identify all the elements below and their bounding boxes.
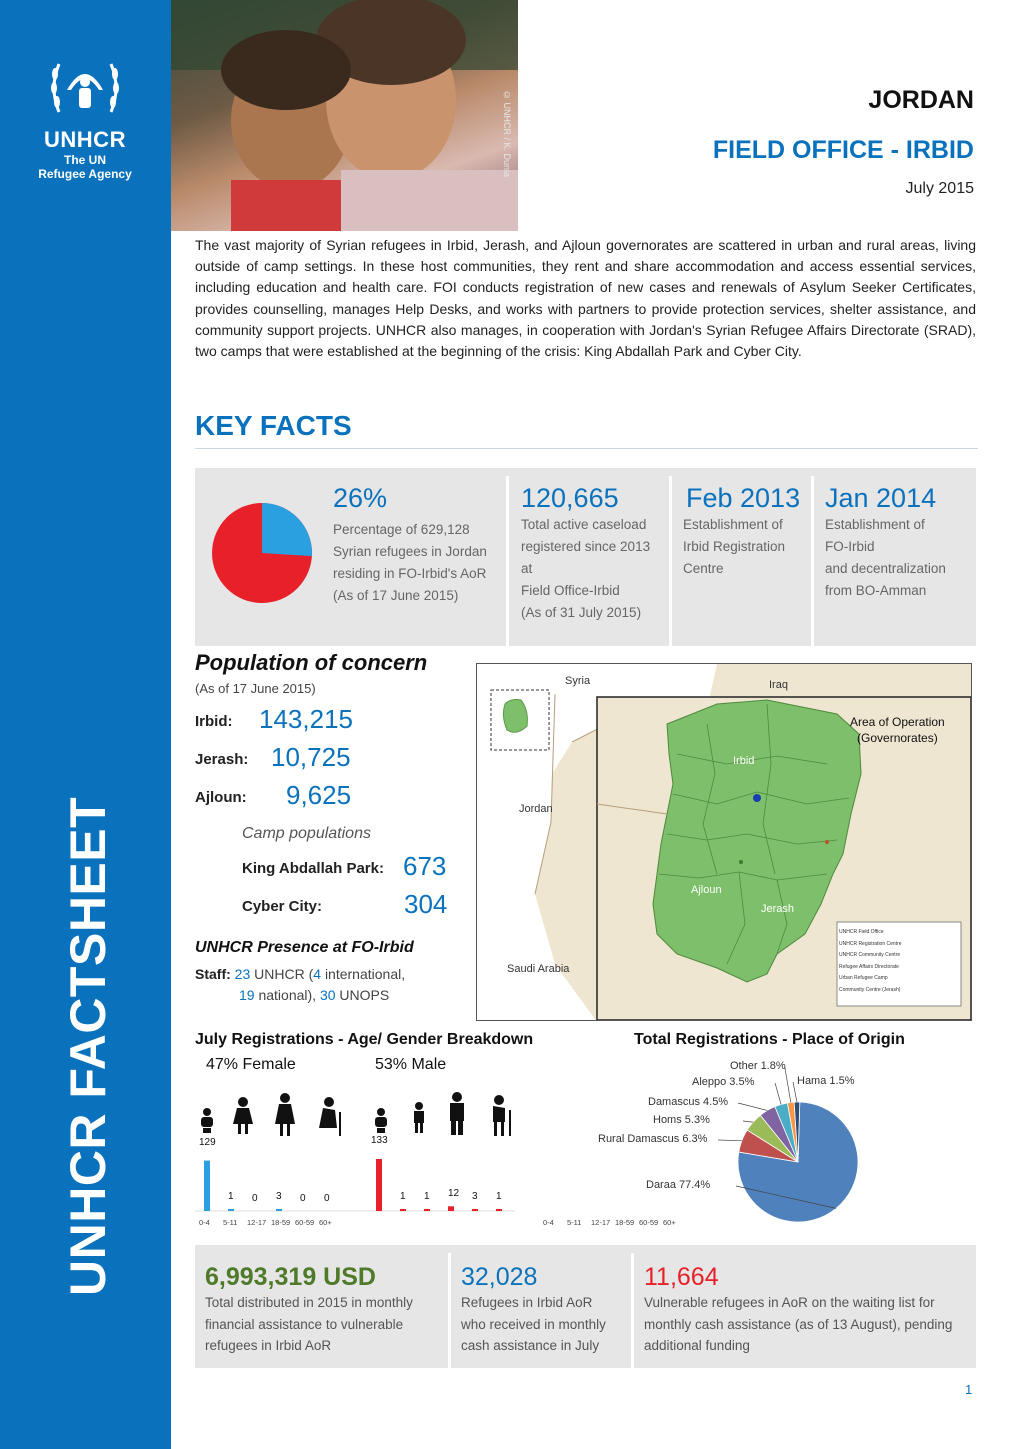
bottom-fact-1-line: refugees in Irbid AoR <box>205 1338 332 1353</box>
fact-2-line: Field Office-Irbid <box>521 583 620 598</box>
unhcr-emblem-icon <box>45 50 125 120</box>
gov-ajloun-value: 9,625 <box>286 780 352 810</box>
gov-irbid-value: 143,215 <box>259 704 353 734</box>
age-icons <box>201 1092 511 1136</box>
age-axis-label: 60+ <box>319 1218 332 1227</box>
bottom-fact-2-line: who received in monthly <box>461 1316 606 1332</box>
map-label-jerash: Jerash <box>761 903 795 915</box>
age-bar <box>448 1206 454 1211</box>
origin-leader <box>775 1083 781 1104</box>
gov-jerash-label: Jerash: <box>195 751 249 768</box>
bar-value-label: 129 <box>199 1136 216 1148</box>
age-axis-label: 5-11 <box>223 1218 238 1227</box>
male-bars <box>376 1159 502 1211</box>
staff-label: Staff: <box>195 966 231 982</box>
map-legend-item: Community Centre (Jerash) <box>839 986 901 993</box>
bottom-fact-2-line: cash assistance in July <box>461 1338 600 1353</box>
photo-credit: © UNHCR / K. Dunia <box>502 90 512 178</box>
header-photo <box>171 0 518 231</box>
staff-summary <box>195 964 455 1006</box>
key-facts-divider <box>195 448 978 449</box>
bottom-fact-1-text <box>205 1292 413 1357</box>
fact-2-text <box>521 514 650 624</box>
brand-sub-line-2: Refugee Agency <box>38 167 132 181</box>
fact-2-line: (As of 31 July 2015) <box>521 605 642 620</box>
bar-value-label: 133 <box>371 1135 388 1146</box>
origin-slice-label: Rural Damascus 6.3% <box>598 1133 708 1145</box>
gov-ajloun-label: Ajloun: <box>195 789 247 806</box>
map-legend-item: UNHCR Registration Centre <box>839 940 902 947</box>
share-pie-slice <box>262 503 312 556</box>
origin-slice-label: Aleppo 3.5% <box>692 1076 755 1088</box>
map-title-line: Area of Operation <box>850 715 945 729</box>
staff-unops-text: UNOPS <box>339 987 390 1003</box>
age-axis-label: 18-59 <box>615 1218 635 1227</box>
bottom-separator <box>631 1253 634 1368</box>
age-bar <box>400 1209 406 1211</box>
map-label-syria: Syria <box>565 675 591 687</box>
fact-3-line: Irbid Registration <box>683 539 786 554</box>
fact-1-line: (As of 17 June 2015) <box>333 588 459 603</box>
woman-icon <box>275 1093 295 1136</box>
fact-4-line: and decentralization <box>825 561 946 576</box>
fact-2-line: registered since 2013 <box>521 539 651 554</box>
bottom-fact-2-line: Refugees in Irbid AoR <box>461 1295 593 1310</box>
bottom-fact-3-line: monthly cash assistance (as of 13 August), pending <box>644 1316 953 1332</box>
fact-separator <box>811 476 814 646</box>
bottom-fact-2-text <box>461 1292 606 1357</box>
age-bar <box>276 1209 282 1211</box>
origin-leader <box>718 1140 742 1141</box>
bottom-fact-3-value: 11,664 <box>644 1263 719 1291</box>
presence-heading: UNHCR Presence at FO-Irbid <box>195 939 414 956</box>
population-title: Population of concern <box>195 650 428 675</box>
staff-unhcr-text: UNHCR ( <box>254 966 314 982</box>
assistance-band <box>195 1245 976 1368</box>
female-share-label: 47% Female <box>206 1056 296 1073</box>
bottom-fact-3-line: additional funding <box>644 1338 750 1353</box>
staff-intl-count: 4 <box>313 966 322 982</box>
fact-4-line: FO-Irbid <box>825 539 875 554</box>
bar-value-label: 1 <box>496 1191 502 1202</box>
fact-3-line: Establishment of <box>683 517 783 532</box>
age-bar <box>228 1209 234 1211</box>
origin-slice-label: Other 1.8% <box>730 1060 786 1072</box>
fact-2-value: 120,665 <box>521 483 619 513</box>
fact-1-value: 26% <box>333 483 388 513</box>
age-bar <box>472 1209 478 1211</box>
age-bar <box>376 1159 382 1211</box>
children-photo-illustration <box>171 0 518 231</box>
fact-4-text <box>825 514 946 602</box>
origin-pie-slices <box>738 1102 858 1222</box>
bottom-fact-1-value: 6,993,319 USD <box>205 1263 376 1291</box>
bar-value-label: 12 <box>448 1188 460 1200</box>
fact-1-line: residing in FO-Irbid's AoR <box>333 566 487 581</box>
map-legend <box>839 927 957 996</box>
camp-cyber-value: 304 <box>404 889 448 919</box>
unhcr-logo <box>30 50 140 181</box>
intro-paragraph: The vast majority of Syrian refugees in Irbid, Jerash, and Ajloun governorates are scattered in urban and rural areas, living outside of camp settings. In these host communities, they rent and share accommodation and access essential services, including education and health care. FOI conducts registration of new cases and renewals of Asylum Seeker Certificates, provides counselling, manages Help Desks, and works with partners to provide protection services, shelter assistance, and community support projects. UNHCR also manages, in cooperation with Jordan's Syrian Refugee Affairs Directorate (SRAD), two camps that were established at the beginning of the crisis: King Abdallah Park and Cyber City. <box>195 237 976 360</box>
age-axis-label: 12-17 <box>591 1218 611 1227</box>
key-facts-heading: KEY FACTS <box>195 410 352 441</box>
elderly-man-icon <box>493 1095 511 1136</box>
staff-unhcr-count: 23 <box>234 966 251 982</box>
bar-value-label: 1 <box>400 1191 406 1202</box>
origin-leader <box>785 1067 791 1102</box>
fact-3-line: Centre <box>683 561 724 576</box>
bar-value-label: 3 <box>276 1191 282 1202</box>
age-axis-label: 60-59 <box>639 1218 659 1227</box>
camp-kap-value: 673 <box>403 851 447 881</box>
origin-heading: Total Registrations - Place of Origin <box>634 1031 905 1048</box>
age-axis-label: 60+ <box>663 1218 676 1227</box>
staff-nat-count: 19 <box>239 987 255 1003</box>
fact-2-line: Total active caseload <box>521 517 647 532</box>
gov-jerash-value: 10,725 <box>271 742 351 772</box>
age-bar <box>424 1209 430 1211</box>
origin-slice-label: Homs 5.3% <box>653 1114 710 1126</box>
staff-intl-text: international, <box>324 966 406 982</box>
fact-1-line: Percentage of 629,128 <box>333 522 470 537</box>
fact-4-value: Jan 2014 <box>825 483 937 513</box>
bar-value-label: 0 <box>324 1193 330 1204</box>
brand-name: UNHCR <box>44 127 126 152</box>
bottom-fact-1-line: Total distributed in 2015 in monthly <box>205 1295 413 1310</box>
map-label-saudi: Saudi Arabia <box>507 963 570 975</box>
fact-4-line: from BO-Amman <box>825 583 927 598</box>
map-title <box>850 714 945 746</box>
elderly-woman-icon <box>319 1097 341 1136</box>
map-label-iraq: Iraq <box>769 679 788 691</box>
office-title: FIELD OFFICE - IRBID <box>712 136 974 164</box>
origin-leader <box>738 1103 767 1110</box>
key-facts-band <box>195 468 976 646</box>
girl-icon <box>233 1097 253 1134</box>
bottom-fact-2-value: 32,028 <box>461 1263 538 1291</box>
registrations-heading: July Registrations - Age/ Gender Breakdown <box>195 1031 534 1048</box>
map-title-line: (Governorates) <box>857 731 938 745</box>
age-bar <box>496 1209 502 1211</box>
origin-slice-label: Damascus 4.5% <box>648 1096 729 1108</box>
gov-irbid-label: Irbid: <box>195 713 233 730</box>
boy-icon <box>414 1102 424 1133</box>
staff-unops-count: 30 <box>319 987 336 1003</box>
age-axis-label: 60-59 <box>295 1218 315 1227</box>
fact-4-line: Establishment of <box>825 517 925 532</box>
age-gender-chart <box>195 1090 515 1220</box>
fact-separator <box>669 476 672 646</box>
camp-cyber-label: Cyber City: <box>242 898 323 915</box>
fact-separator <box>506 476 509 646</box>
fact-2-line: at <box>521 561 533 576</box>
bar-value-label: 1 <box>228 1191 234 1202</box>
age-axis-label: 0-4 <box>199 1218 210 1227</box>
report-date: July 2015 <box>905 180 974 197</box>
map-legend-item: UNHCR Community Centre <box>839 952 901 958</box>
map-label-jordan: Jordan <box>519 803 553 815</box>
map-legend-item: Refugee Affairs Directorate <box>839 963 899 970</box>
bottom-fact-1-line: financial assistance to vulnerable <box>205 1316 404 1332</box>
bottom-separator <box>448 1253 451 1368</box>
man-icon <box>450 1092 464 1135</box>
camp-populations-heading: Camp populations <box>242 825 371 842</box>
country-title: JORDAN <box>868 86 974 114</box>
origin-slice-label: Hama 1.5% <box>797 1075 855 1087</box>
map-legend-item: UNHCR Field Office <box>839 929 884 935</box>
origin-leader <box>743 1121 753 1122</box>
bar-value-label: 1 <box>424 1191 430 1202</box>
male-share-label: 53% Male <box>375 1056 447 1073</box>
age-axis-label: 5-11 <box>567 1218 582 1227</box>
infant-icon <box>375 1108 387 1133</box>
page-number: 1 <box>965 1382 973 1397</box>
map-legend-item: Urban Refugee Camp <box>839 975 888 981</box>
bottom-fact-3-text <box>644 1292 952 1357</box>
infant-icon <box>201 1108 213 1133</box>
fact-3-value: Feb 2013 <box>686 483 801 513</box>
age-axis-label: 12-17 <box>247 1218 267 1227</box>
map-label-irbid: Irbid <box>733 755 755 767</box>
bar-value-label: 0 <box>300 1193 306 1204</box>
share-pie-chart <box>210 501 314 605</box>
fact-1-line: Syrian refugees in Jordan <box>333 544 487 559</box>
fact-3-text <box>683 514 785 580</box>
age-axis-label: 0-4 <box>543 1218 554 1227</box>
age-bar <box>204 1161 210 1211</box>
bar-value-label: 3 <box>472 1191 478 1202</box>
age-axis-label: 18-59 <box>271 1218 291 1227</box>
origin-slice-label: Daraa 77.4% <box>646 1179 711 1191</box>
brand-sub-line-1: The UN <box>64 153 106 167</box>
fact-1-text <box>333 519 487 607</box>
vertical-title: UNHCR FACTSHEET <box>60 796 116 1296</box>
bar-value-label: 0 <box>252 1193 258 1204</box>
bottom-fact-3-line: Vulnerable refugees in AoR on the waiting list for <box>644 1295 935 1310</box>
female-bars <box>204 1161 282 1211</box>
camp-kap-label: King Abdallah Park: <box>242 860 384 877</box>
map-label-ajloun: Ajloun <box>691 884 722 896</box>
population-as-of: (As of 17 June 2015) <box>195 681 316 696</box>
staff-nat-text: national), <box>258 987 317 1003</box>
